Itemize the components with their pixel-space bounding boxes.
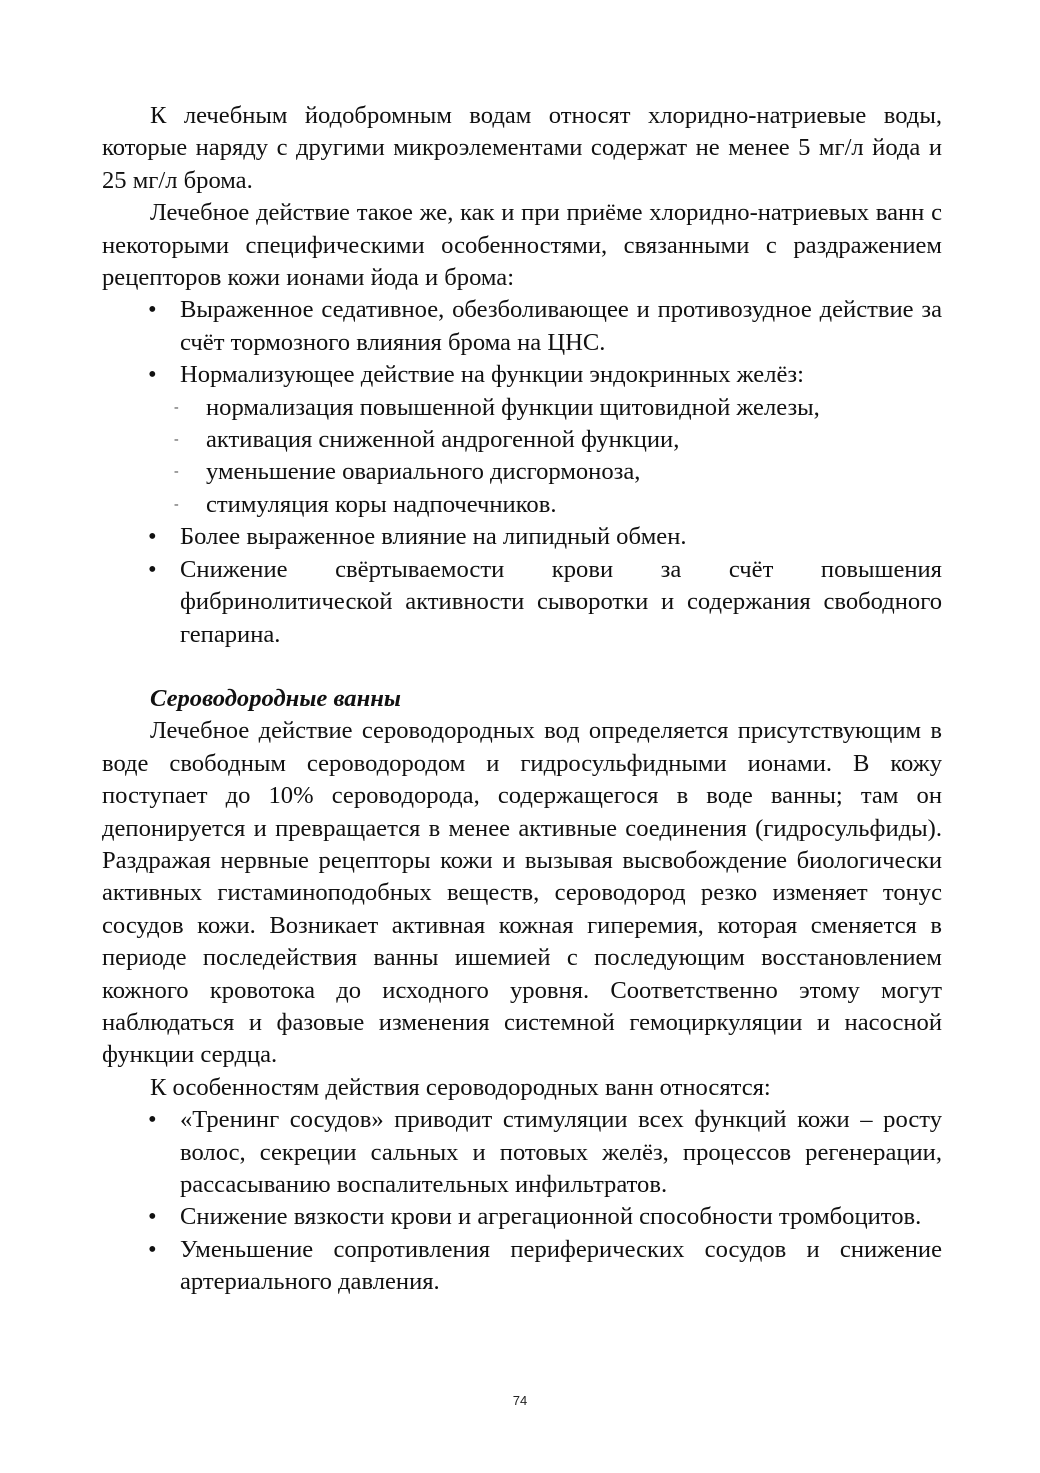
list-item <box>148 294 942 359</box>
bullet-marker: • <box>148 523 157 551</box>
iodobromine-effects-list <box>102 294 942 650</box>
list-item-text: Выраженное седативное, обезболивающее и противозудное действие за счёт тормозного влияния брома на ЦНС. <box>180 296 942 356</box>
page-number: 74 <box>512 1393 528 1408</box>
list-item <box>148 359 942 521</box>
sublist-item-text: нормализация повышенной функции щитовидной железы, <box>206 393 820 421</box>
list-item-text: Уменьшение сопротивления периферических сосудов и снижение артериального давления. <box>180 1235 942 1296</box>
paragraph-hydrogen-sulfide-action: Лечебное действие сероводородных вод определяется присутствующим в воде свободным сероводородом и гидросульфидными ионами. В кожу поступает до 10% сероводорода, содержащегося в воде ванны; там он депонируется и превращается в менее активные соединения (гидросульфиды). Раздражая нервные рецепторы кожи и вызывая высвобождение биологически активных гистаминоподобных веществ, сероводород резко изменяет тонус сосудов кожи. Возникает активная кожная гиперемия, которая сменяется в периоде последействия ванны ишемией с последующим восстановлением кожного кровотока до исходного уровня. Соответственно этому могут наблюдаться и фазовые изменения системной гемоциркуляции и насосной функции сердца. <box>102 717 942 1069</box>
paragraph-hydrogen-sulfide-features: К особенностям действия сероводородных ванн относятся: <box>150 1073 771 1101</box>
sublist-item <box>174 456 942 488</box>
document-page <box>102 100 942 1299</box>
bullet-marker: • <box>148 555 157 583</box>
endocrine-sublist <box>174 392 942 522</box>
sublist-item-text: стимуляция коры надпочечников. <box>206 490 557 518</box>
list-item <box>148 1234 942 1299</box>
list-item-text: «Тренинг сосудов» приводит стимуляции всех функций кожи – росту волос, секреции сальных и потовых желёз, процессов регенерации, рассасыванию воспалительных инфильтратов. <box>180 1106 942 1198</box>
list-item-text: Снижение вязкости крови и агрегационной способности тромбоцитов. <box>180 1203 922 1231</box>
sublist-item <box>174 392 942 424</box>
sublist-item <box>174 424 942 456</box>
list-item <box>148 521 942 553</box>
hydrogen-sulfide-effects-list <box>102 1104 942 1298</box>
sublist-item-text: активация сниженной андрогенной функции, <box>206 426 680 454</box>
list-item-text: Нормализующее действие на функции эндокринных желёз: <box>180 361 804 389</box>
paragraph-iodobromine-definition: К лечебным йодобромным водам относят хлоридно-натриевые воды, которые наряду с другими микроэлементами содержат не менее 5 мг/л йода и 25 мг/л брома. <box>102 102 942 194</box>
dash-marker: - <box>174 432 179 448</box>
section-spacer <box>102 651 942 683</box>
list-item <box>148 1201 942 1233</box>
dash-marker: - <box>174 496 179 512</box>
sublist-item-text: уменьшение овариального дисгормоноза, <box>206 458 641 486</box>
list-item <box>148 1104 942 1201</box>
dash-marker: - <box>174 399 179 415</box>
list-item-text: Снижение свёртываемости крови за счёт повышения фибринолитической активности сыворотки и содержания свободного гепарина. <box>180 555 942 648</box>
bullet-marker: • <box>148 1106 157 1134</box>
bullet-marker: • <box>148 361 157 389</box>
bullet-marker: • <box>148 1203 157 1231</box>
paragraph-iodobromine-effect: Лечебное действие такое же, как и при приёме хлоридно-натриевых ванн с некоторыми специфическими особенностями, связанными с раздражением рецепторов кожи ионами йода и брома: <box>102 199 942 292</box>
section-heading: Сероводородные ванны <box>150 684 401 712</box>
bullet-marker: • <box>148 296 157 324</box>
dash-marker: - <box>174 464 179 480</box>
list-item-text: Более выраженное влияние на липидный обмен. <box>180 523 687 551</box>
list-item <box>148 554 942 651</box>
sublist-item <box>174 489 942 521</box>
bullet-marker: • <box>148 1235 157 1263</box>
